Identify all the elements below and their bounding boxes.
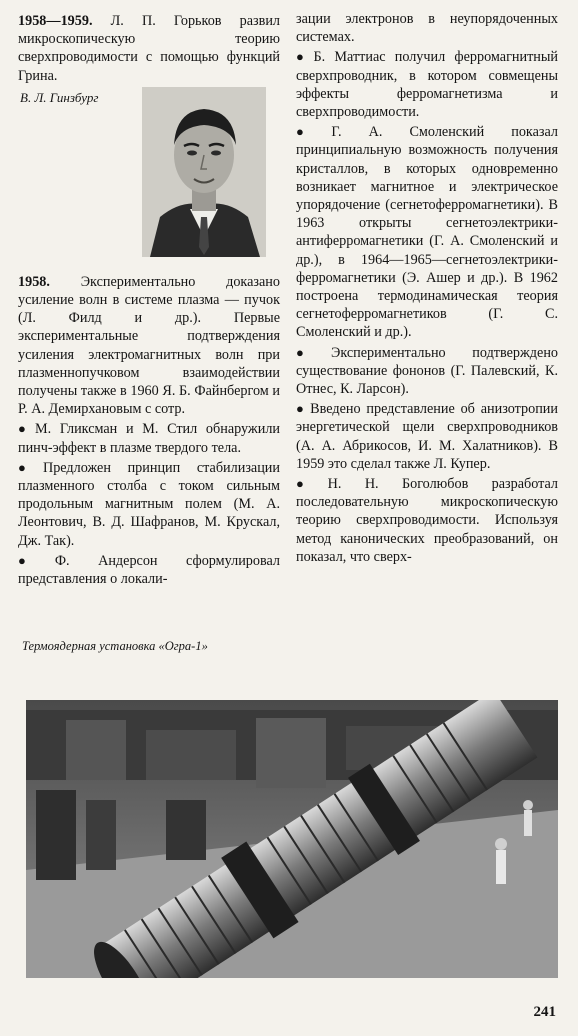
portrait-image (142, 87, 266, 257)
bullet-icon: ● (296, 344, 327, 360)
portrait-row (18, 87, 280, 267)
right-paragraph-4 (296, 400, 558, 473)
right-paragraph-3 (296, 344, 558, 399)
bullet-icon: ● (296, 476, 324, 492)
right-paragraph-text: Введено представление об анизотропии энергетической щели сверхпроводников (А. А. Абрикосов, И. М. Халатников). В 1959 это сделал также Л. Купер. (296, 401, 558, 472)
left-paragraph-1 (18, 420, 280, 456)
right-paragraph-1 (296, 48, 558, 121)
left-paragraph-3 (18, 552, 280, 588)
left-paragraph-text: Ф. Андерсон сформулировал представления о локали- (18, 552, 280, 588)
left-column (18, 12, 280, 590)
right-paragraph-text: Б. Маттиас получил ферромагнитный сверхпроводник, в котором совмещены эффекты ферромагнетизма и сверхпроводимости. (296, 49, 559, 121)
right-paragraph-text: Г. А. Смоленский показал принципиальную возможность получения кристаллов, в которых одновременно возникает магнитное и электрическое упорядочение (сегнетоферромагнетики). В 1963 открыты сегнетоэлектрики-антиферромагнетики (Г. А. Смоленский и др.), в 1964—1965—сегнетоэлектрики-ферромагнетики (Э. Ашер и др.). В 1962 построена термодинамическая теория сегнетоферромагнетиков (Г. С. Смоленский и др.). (296, 124, 559, 341)
left-paragraph-text: Экспериментально доказано усиление волн в системе плазма — пучок (Л. Филд и др.). Первые экспериментальные подтверждения усиления электромагнитных волн при плазменнопучковом взаимодействии получены также в 1960 Я. Б. Файнбергом и Р. А. Демирхановым с сотр. (18, 273, 280, 418)
left-paragraph-text: Предложен принцип стабилизации плазменного столба с током сильным продольным магнитным полем (М. А. Леонтович, В. Д. Шафранов, М. Крускал, Дж. Так). (18, 459, 280, 549)
intro-paragraph (18, 12, 280, 85)
left-paragraph-year: 1958. (18, 273, 50, 290)
right-column (296, 10, 558, 568)
intro-year: 1958—1959. (18, 13, 93, 29)
ogra-installation-photo (26, 700, 558, 978)
bullet-icon: ● (296, 401, 307, 417)
left-paragraph-2 (18, 459, 280, 550)
ogra-installation-image (26, 700, 558, 978)
right-paragraph-text: зации электронов в неупорядоченных системах. (296, 11, 558, 46)
left-paragraphs (18, 273, 280, 588)
portrait-photo (142, 87, 266, 257)
left-paragraph-text: М. Гликсман и М. Стил обнаружили пинч-эффект в плазме твердого тела. (18, 421, 280, 456)
right-paragraph-0 (296, 10, 558, 46)
bullet-icon: ● (18, 552, 51, 568)
bullet-icon: ● (18, 421, 31, 437)
photo-caption: Термоядерная установка «Огра-1» (22, 639, 208, 653)
page-number: 241 (533, 1004, 556, 1020)
right-paragraph-text: Экспериментально подтверждено существование фононов (Г. Палевский, К. Отнес, К. Ларсон). (296, 344, 559, 398)
bullet-icon: ● (18, 459, 39, 475)
left-paragraph-0 (18, 273, 280, 419)
author-signature: В. Л. Гинзбург (20, 89, 99, 105)
right-paragraph-2 (296, 123, 558, 341)
bullet-icon: ● (296, 124, 328, 140)
intro-text: Л. П. Горьков развил микроскопическую теорию сверхпроводимости с помощью функций Грина. (18, 13, 281, 84)
right-paragraph-5 (296, 475, 558, 566)
right-paragraph-text: Н. Н. Боголюбов разработал последовательную микроскопическую теорию сверхпроводимости. Используя метод канонических преобразований, он показал, что сверх- (296, 476, 559, 565)
bullet-icon: ● (296, 49, 310, 65)
